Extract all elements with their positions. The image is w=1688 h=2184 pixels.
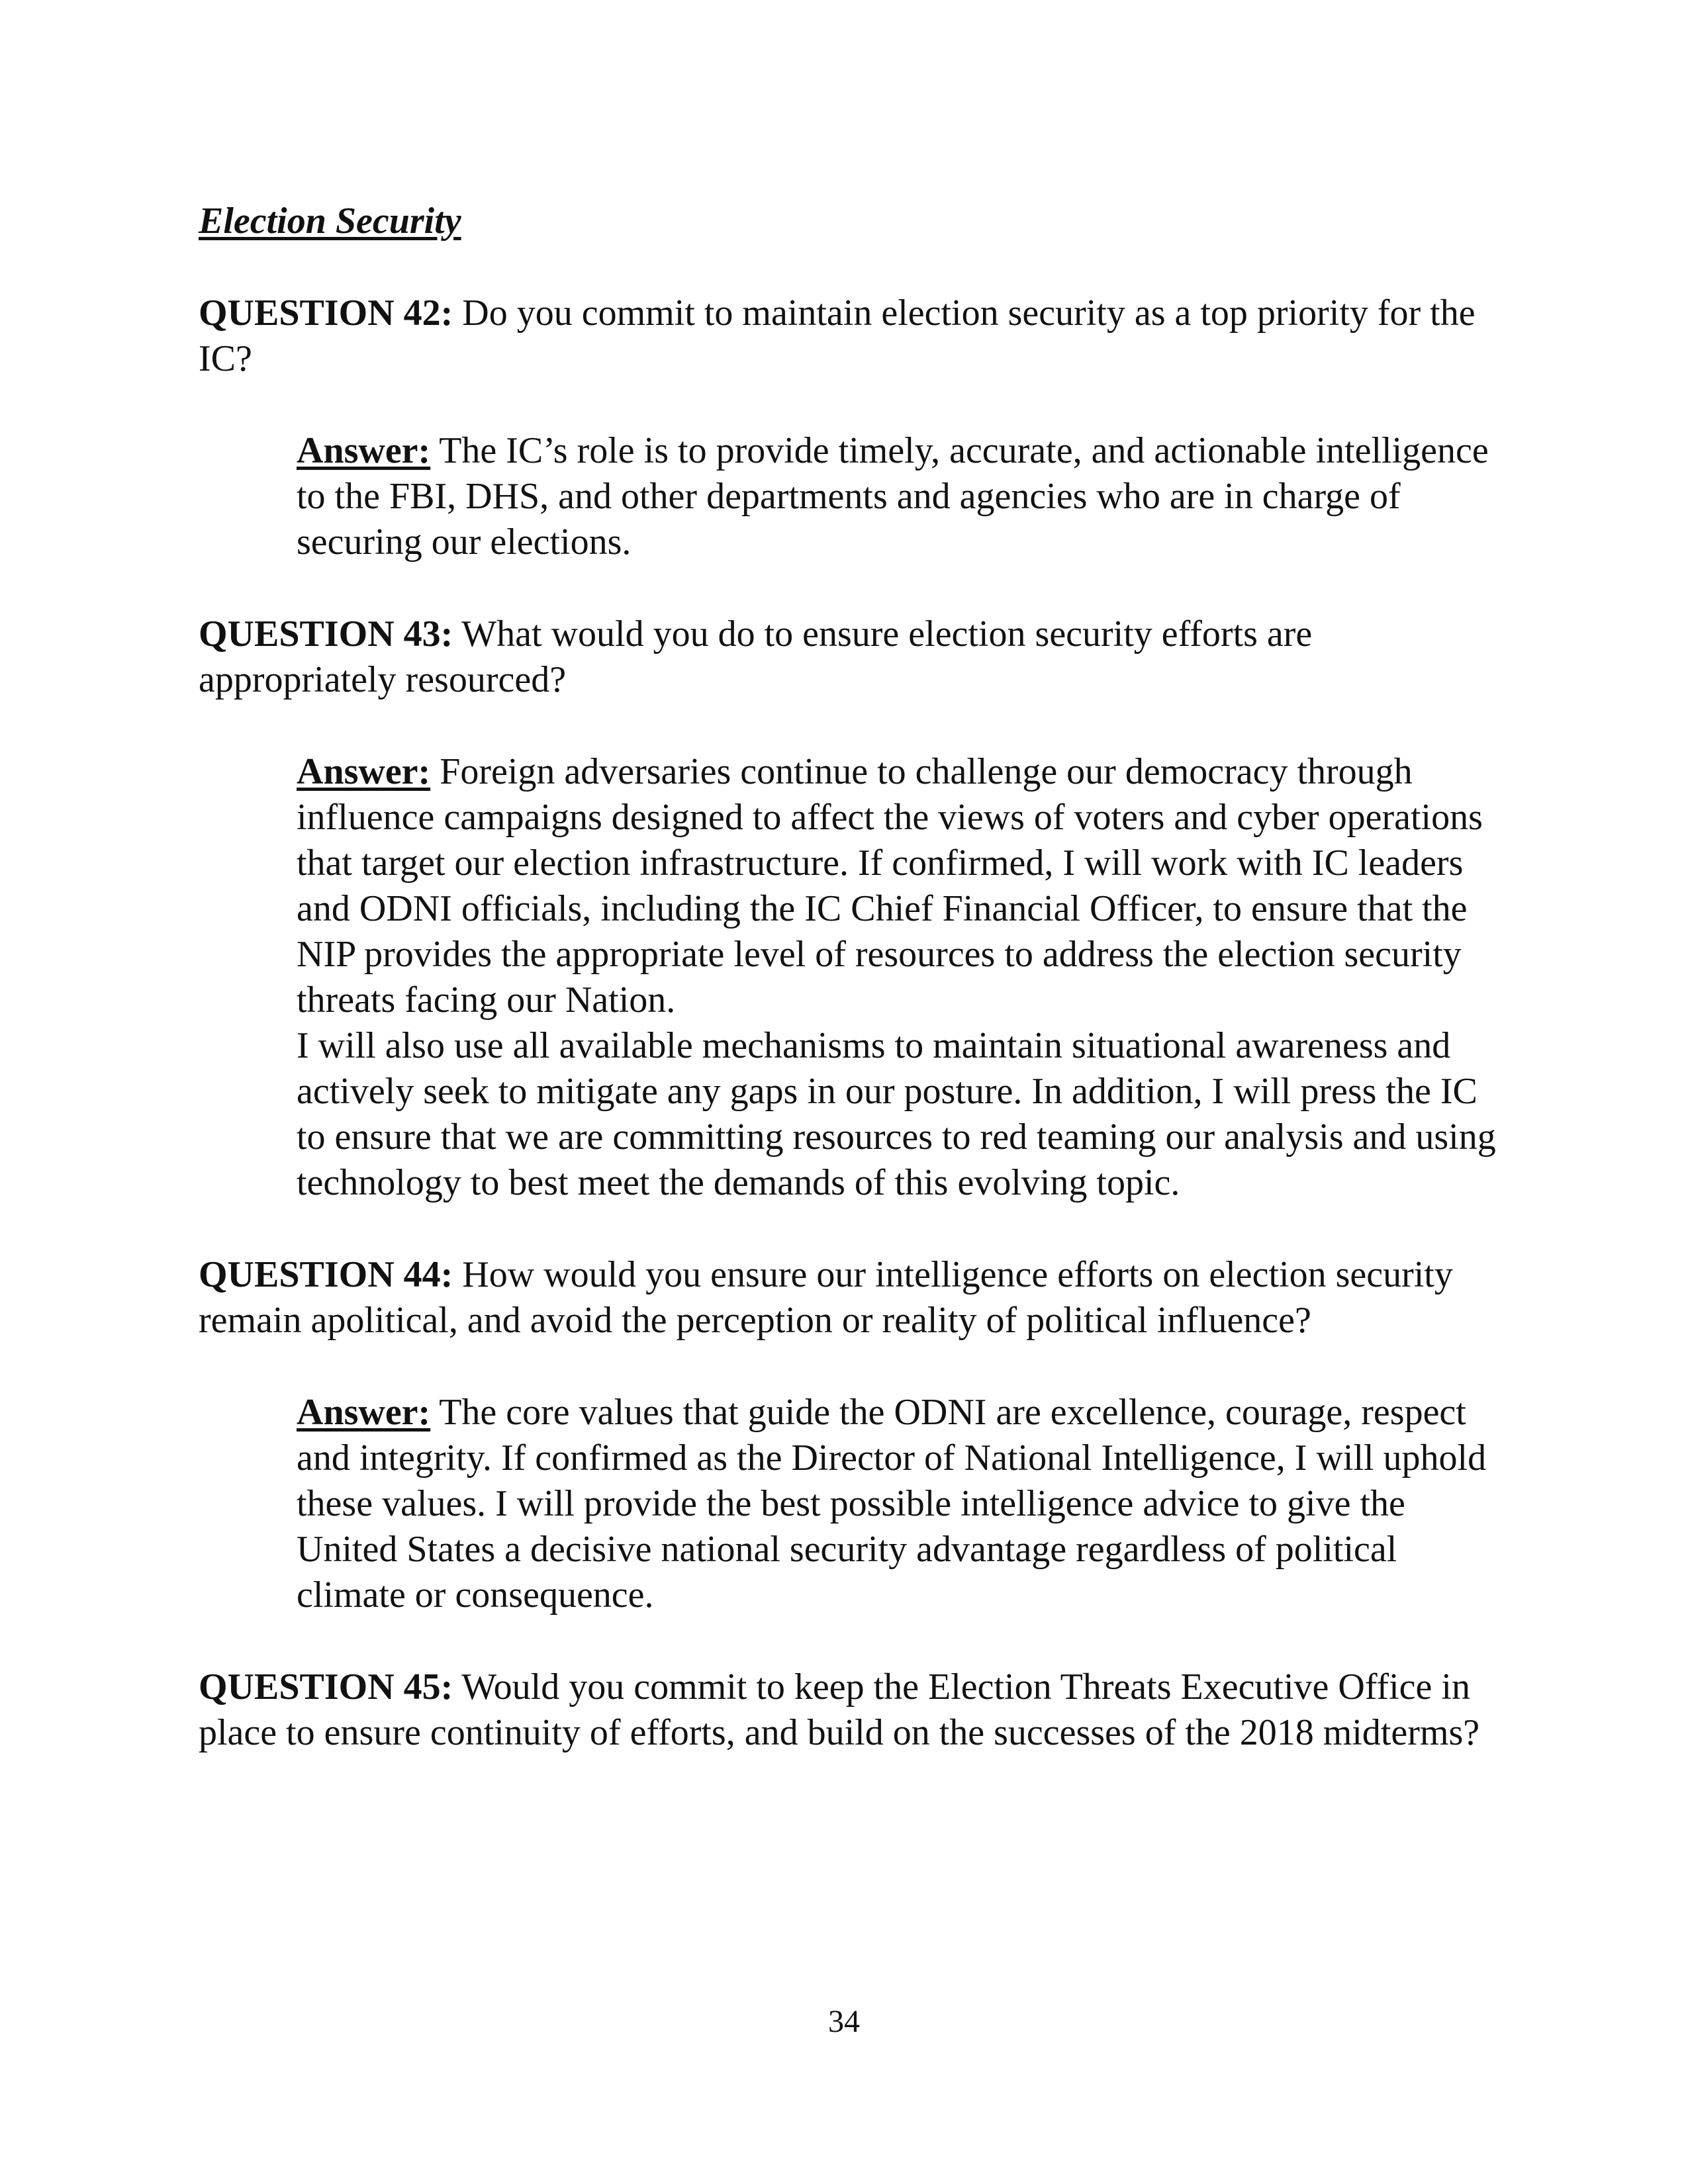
- question-42: [199, 291, 1496, 382]
- question-44: [199, 1252, 1496, 1343]
- answer-paragraph: [297, 1390, 1496, 1618]
- answer-label: Answer:: [297, 751, 431, 792]
- question-label: QUESTION 45:: [199, 1666, 453, 1707]
- answer-text: Foreign adversaries continue to challenge our democracy through influence campaigns designed to affect the views of voters and cyber operations that target our election infrastructure. If confirmed, I will work with IC leaders and ODNI officials, including the IC Chief Financial Officer, to ensure that the NIP provides the appropriate level of resources to address the election security threats facing our Nation.: [297, 751, 1483, 1021]
- page-number: 34: [828, 2004, 860, 2039]
- question-45: [199, 1664, 1496, 1756]
- answer-label: Answer:: [297, 1392, 431, 1433]
- answer-text: The core values that guide the ODNI are excellence, courage, respect and integrity. If confirmed as the Director of National Intelligence, I will uphold these values. I will provide the best possible intelligence advice to give the United States a decisive national security advantage regardless of political climate or consequence.: [297, 1392, 1487, 1615]
- document-page: [199, 199, 1496, 1802]
- question-text: What would you do to ensure election security efforts are appropriately resourced?: [199, 614, 1313, 700]
- answer-42: [297, 428, 1496, 565]
- answer-paragraph: [297, 749, 1496, 1023]
- section-title: Election Security: [199, 201, 461, 242]
- question-label: QUESTION 43:: [199, 614, 453, 655]
- question-text: How would you ensure our intelligence efforts on election security remain apolitical, and avoid the perception or reality of political influence?: [199, 1254, 1453, 1341]
- answer-paragraph: I will also use all available mechanisms to maintain situational awareness and actively seek to mitigate any gaps in our posture. In addition, I will press the IC to ensure that we are committing resources to red teaming our analysis and using technology to best meet the demands of this evolving topic.: [297, 1025, 1496, 1203]
- answer-paragraph: [297, 428, 1496, 565]
- question-label: QUESTION 44:: [199, 1254, 453, 1295]
- question-text: Would you commit to keep the Election Threats Executive Office in place to ensure continuity of efforts, and build on the successes of the 2018 midterms?: [199, 1666, 1480, 1753]
- question-text: Do you commit to maintain election security as a top priority for the IC?: [199, 293, 1476, 379]
- answer-text: The IC’s role is to provide timely, accurate, and actionable intelligence to the FBI, DHS, and other departments and agencies who are in charge of securing our elections.: [297, 430, 1489, 563]
- question-label: QUESTION 42:: [199, 293, 453, 334]
- answer-44: [297, 1390, 1496, 1618]
- question-43: [199, 612, 1496, 703]
- answer-label: Answer:: [297, 430, 431, 471]
- answer-43: [297, 749, 1496, 1206]
